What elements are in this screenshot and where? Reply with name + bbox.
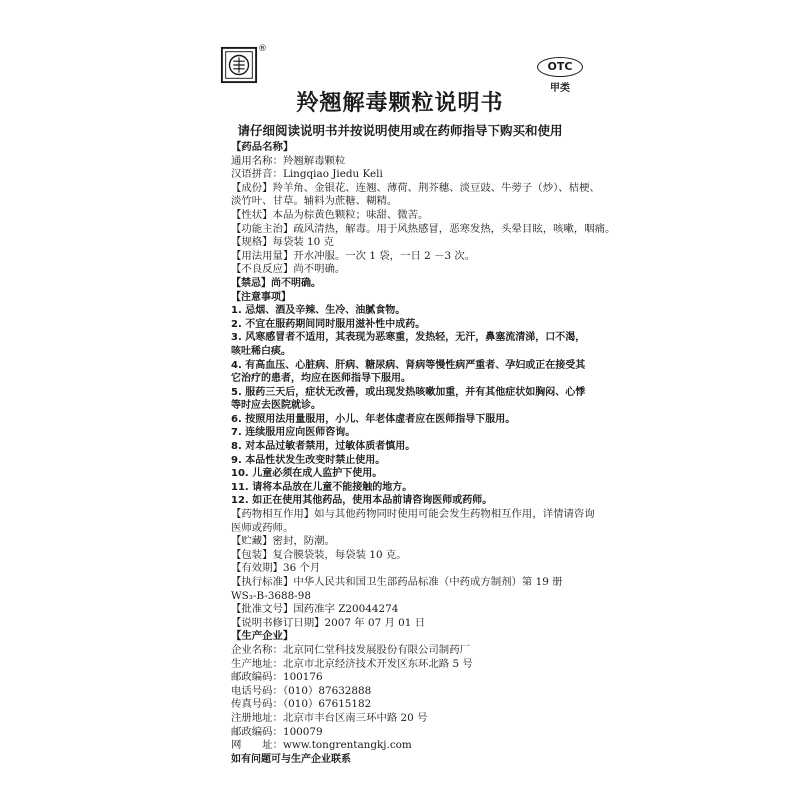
text-line: 【包装】复合膜袋装，每袋装 10 克。 bbox=[231, 548, 407, 561]
text-line: 汉语拼音：Lingqiao Jiedu Keli bbox=[231, 168, 383, 181]
text-line: 【药品名称】 bbox=[231, 141, 294, 153]
text-line: 如有问题可与生产企业联系 bbox=[231, 753, 351, 765]
text-line: 1. 忌烟、酒及辛辣、生冷、油腻食物。 bbox=[231, 305, 406, 317]
otc-badge: OTC bbox=[537, 57, 583, 77]
text-line: 【规格】每袋装 10 克 bbox=[231, 236, 334, 249]
text-line: 网 址：www.tongrentangkj.com bbox=[231, 739, 412, 752]
document-title: 羚翘解毒颗粒说明书 bbox=[296, 91, 504, 116]
text-line: 10. 儿童必须在成人监护下使用。 bbox=[231, 468, 383, 480]
text-line: 咳吐稀白痰。 bbox=[231, 345, 291, 357]
text-line: 【贮藏】密封，防潮。 bbox=[231, 535, 335, 548]
text-line: 4. 有高血压、心脏病、肝病、糖尿病、肾病等慢性病严重者、孕妇或正在接受其 bbox=[231, 359, 586, 371]
text-line: 【生产企业】 bbox=[231, 630, 294, 643]
text-line: 它治疗的患者，均应在医师指导下服用。 bbox=[231, 373, 411, 385]
text-line: 等时应去医院就诊。 bbox=[231, 400, 321, 412]
text-line: 6. 按照用法用量服用，小儿、年老体虚者应在医师指导下服用。 bbox=[231, 413, 516, 425]
text-line: 淡竹叶、甘草。辅料为蔗糖、糊精。 bbox=[231, 195, 398, 208]
text-line: 通用名称：羚翘解毒颗粒 bbox=[231, 154, 346, 167]
text-line: 传真号码：（010）67615182 bbox=[231, 698, 372, 711]
text-line: 注册地址：北京市丰台区南三环中路 20 号 bbox=[231, 711, 428, 724]
text-line: 生产地址：北京市北京经济技术开发区东环北路 5 号 bbox=[231, 657, 473, 670]
text-line: 企业名称：北京同仁堂科技发展股份有限公司制药厂 bbox=[231, 643, 470, 656]
text-line: 7. 连续服用应向医师咨询。 bbox=[231, 427, 356, 439]
text-line: 邮政编码：100176 bbox=[231, 671, 323, 684]
text-line: 8. 对本品过敏者禁用，过敏体质者慎用。 bbox=[231, 441, 416, 453]
text-line: 【说明书修订日期】2007 年 07 月 01 日 bbox=[231, 616, 426, 629]
text-line: 【用法用量】开水冲服。一次 1 袋，一日 2 －3 次。 bbox=[231, 249, 476, 262]
text-line: WS₃-B-3688-98 bbox=[231, 589, 311, 602]
text-line: 电话号码：（010）87632888 bbox=[231, 684, 372, 697]
text-line: 【有效期】36 个月 bbox=[231, 562, 321, 575]
company-logo-icon bbox=[220, 46, 258, 84]
text-line: 【性状】本品为棕黄色颗粒；味甜、微苦。 bbox=[231, 208, 429, 221]
document-subtitle: 请仔细阅读说明书并按说明使用或在药师指导下购买和使用 bbox=[237, 123, 563, 138]
text-line: 【不良反应】尚不明确。 bbox=[231, 263, 346, 276]
text-line: 11. 请将本品放在儿童不能接触的地方。 bbox=[231, 481, 413, 493]
text-line: 2. 不宜在服药期间同时服用滋补性中成药。 bbox=[231, 318, 426, 330]
text-line: 【药物相互作用】如与其他药物同时使用可能会发生药物相互作用，详情请咨询 bbox=[231, 508, 595, 521]
leaflet-body bbox=[231, 141, 616, 766]
text-line: 【注意事项】 bbox=[231, 291, 291, 303]
text-line: 【功能主治】疏风清热，解毒。用于风热感冒，恶寒发热，头晕目眩，咳嗽，咽痛。 bbox=[231, 222, 616, 235]
text-line: 【禁忌】尚不明确。 bbox=[231, 277, 321, 289]
text-line: 医师或药师。 bbox=[231, 521, 294, 534]
registered-mark: ® bbox=[258, 44, 267, 54]
text-line: 12. 如正在使用其他药品，使用本品前请咨询医师或药师。 bbox=[231, 495, 493, 507]
text-line: 5. 服药三天后，症状无改善，或出现发热咳嗽加重，并有其他症状如胸闷、心悸 bbox=[231, 386, 586, 398]
text-line: 【执行标准】中华人民共和国卫生部药品标准（中药成方制剂）第 19 册 bbox=[231, 576, 563, 588]
text-line: 9. 本品性状发生改变时禁止使用。 bbox=[231, 454, 386, 466]
text-line: 【批准文号】国药准字 Z20044274 bbox=[231, 603, 399, 616]
text-line: 【成份】羚羊角、金银花、连翘、薄荷、荆芥穗、淡豆豉、牛蒡子（炒）、桔梗、 bbox=[231, 181, 600, 194]
otc-class-label: 甲类 bbox=[550, 83, 570, 94]
text-line: 3. 风寒感冒者不适用，其表现为恶寒重，发热轻，无汗，鼻塞流清涕，口不渴， bbox=[231, 332, 586, 344]
text-line: 邮政编码：100079 bbox=[231, 725, 323, 738]
